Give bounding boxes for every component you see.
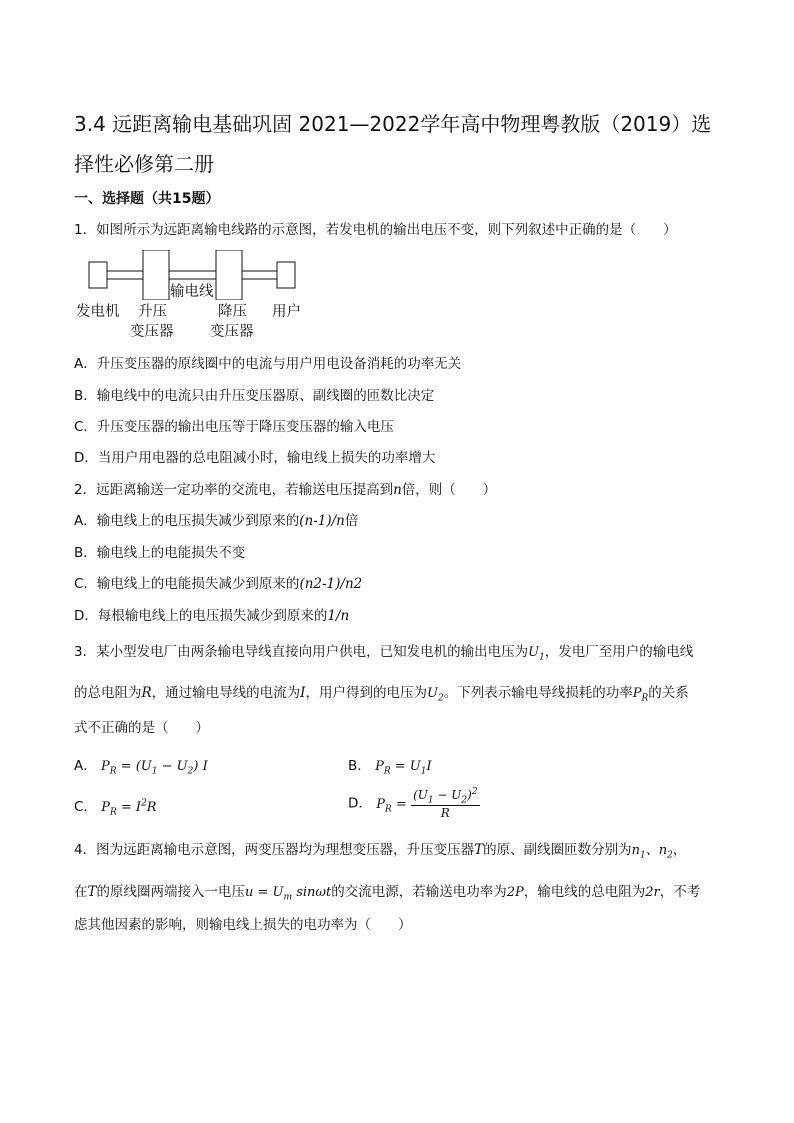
q4-l2-text-a: 在 xyxy=(74,884,88,900)
q1-option-a: A．升压变压器的原线圈中的电流与用户用电设备消耗的功率无关 xyxy=(74,356,462,372)
q3-l1-text-a: 3．某小型发电厂由两条输电导线直接向用户供电，已知发电机的输出电压为 xyxy=(74,644,529,660)
q3-option-d-fraction: $\frac{(U_1 - U_2)^2}{R}$ xyxy=(413,787,478,821)
q4-stem-line-1 xyxy=(74,838,686,861)
step-down-transformer-box xyxy=(216,250,242,300)
q2-option-b: B．输电线上的电能损失不变 xyxy=(74,545,246,561)
q3-l1-text-b: ，发电厂至用户的输电线 xyxy=(544,644,694,660)
q4-l2-text-d: ，输电线的总电阻为 xyxy=(523,884,646,900)
q4-l1-text-c: ， xyxy=(672,842,687,858)
q3-option-b-formula: $P_R = U_1I$ xyxy=(375,759,432,777)
q2-option-c-math: (n2-1)/n2 xyxy=(299,576,363,592)
q4-stem-line-3: 虑其他因素的影响，则输电线上损失的电功率为（ ） xyxy=(74,917,412,933)
document-title: 3.4 远距离输电基础巩固 2021—2022学年高中物理粤教版（2019）选择性必修第二册 xyxy=(74,112,712,176)
q1-option-d: D．当用户用电器的总电阻减小时，输电线上损失的功率增大 xyxy=(74,450,436,466)
step-up-transformer-box xyxy=(143,250,169,300)
n1-n2-symbols: $n_1$、$n_2$ xyxy=(631,843,673,861)
q3-option-c xyxy=(74,795,157,818)
q2-option-a xyxy=(74,509,358,529)
q2-option-d-text: D．每根输电线上的电压损失减少到原来的 xyxy=(74,608,328,624)
q3-l2-r: R xyxy=(141,685,152,701)
u1-symbol: $U_1$ xyxy=(528,645,545,663)
q2-option-d xyxy=(74,604,349,624)
q4-l2-text-e: ，不考 xyxy=(659,884,701,900)
generator-label: 发电机 xyxy=(76,304,120,320)
resistance-2r: 2r xyxy=(645,885,660,900)
q2-stem-text-b: 倍，则（ ） xyxy=(401,482,497,498)
q4-l1-t: T xyxy=(474,842,484,858)
q4-l2-text-c: 的交流电源，若输送电功率为 xyxy=(331,884,507,900)
q2-option-a-suffix: 倍 xyxy=(344,513,359,529)
q3-option-c-label: C． xyxy=(74,799,97,815)
q3-option-d-formula: $P_R$ = xyxy=(376,796,407,815)
power-2p: 2P xyxy=(506,885,524,900)
q3-l2-text-b: ，通过输电导线的电流为 xyxy=(151,685,301,701)
q3-l2-i: I xyxy=(300,685,306,701)
user-label: 用户 xyxy=(272,304,301,320)
q3-l2-text-d: 。下列表示输电导线损耗的功率 xyxy=(443,685,633,701)
q2-option-c xyxy=(74,572,362,592)
q1-stem: 1．如图所示为远距离输电线路的示意图，若发电机的输出电压不变，则下列叙述中正确的是（ ） xyxy=(74,222,677,238)
q3-l2-text-e: 的关系 xyxy=(648,685,689,701)
q3-option-a-formula: $P_R = (U_1 - U_2)$ I xyxy=(101,759,208,777)
q3-option-d xyxy=(348,787,480,820)
q4-l1-text-b: 的原、副线圈匝数分别为 xyxy=(483,842,632,858)
q2-stem-n: n xyxy=(393,482,402,498)
voltage-formula: $u = U_m$ sinωt xyxy=(245,885,332,903)
transmission-line-label: 输电线 xyxy=(170,284,214,300)
q3-option-d-label: D． xyxy=(348,795,372,812)
q1-option-b: B．输电线中的电流只由升压变压器原、副线圈的匝数比决定 xyxy=(74,388,435,404)
section-heading: 一、选择题（共15题） xyxy=(74,191,220,207)
q4-l2-text-b: 的原线圈两端接入一电压 xyxy=(96,884,246,900)
step-down-label-1: 降压 xyxy=(218,304,247,320)
user-box xyxy=(277,262,295,288)
q4-stem-line-2 xyxy=(74,880,700,903)
step-up-label-1: 升压 xyxy=(138,304,167,320)
q4-l1-text-a: 4．图为远距离输电示意图，两变压器均为理想变压器，升压变压器 xyxy=(74,842,475,858)
q2-stem xyxy=(74,478,496,498)
transmission-diagram xyxy=(74,250,314,340)
q2-option-a-math: (n-1)/n xyxy=(299,513,345,529)
q3-l2-text-c: ，用户得到的电压为 xyxy=(305,685,428,701)
q3-option-b xyxy=(348,754,432,777)
step-down-label-2: 变压器 xyxy=(210,324,254,340)
q1-option-c: C．升压变压器的输出电压等于降压变压器的输入电压 xyxy=(74,419,394,435)
generator-box xyxy=(89,262,107,288)
q3-option-a-label: A． xyxy=(74,758,97,774)
q3-option-c-formula: $P_R = I^2R$ xyxy=(101,798,157,818)
step-up-label-2: 变压器 xyxy=(130,324,174,340)
q3-stem-line-1 xyxy=(74,640,693,663)
q3-option-b-label: B． xyxy=(348,758,371,774)
pr-symbol: $P_R$ xyxy=(632,686,649,704)
q2-option-a-text: A．输电线上的电压损失减少到原来的 xyxy=(74,513,300,529)
q3-stem-line-3: 式不正确的是（ ） xyxy=(74,720,209,736)
q3-option-a xyxy=(74,754,208,777)
q3-stem-line-2 xyxy=(74,681,689,704)
q2-stem-text-a: 2．远距离输送一定功率的交流电，若输送电压提高到 xyxy=(74,482,394,498)
u2-symbol: $U_2$ xyxy=(427,686,444,704)
q4-l2-t: T xyxy=(87,884,97,900)
q3-l2-text-a: 的总电阻为 xyxy=(74,685,142,701)
q2-option-c-text: C．输电线上的电能损失减少到原来的 xyxy=(74,576,300,592)
q2-option-d-math: 1/n xyxy=(327,608,350,624)
